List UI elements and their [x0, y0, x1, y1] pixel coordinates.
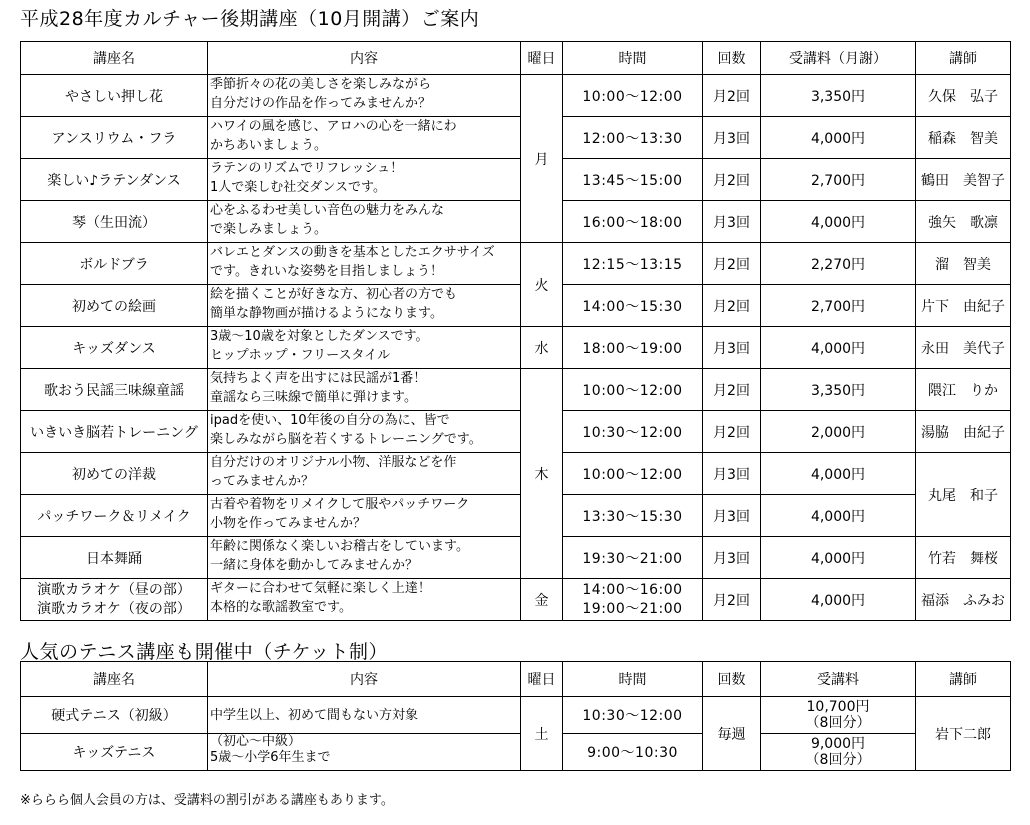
- course-time: 10:30～12:00: [563, 411, 703, 453]
- course-description: 3歳～10歳を対象としたダンスです。 ヒップホップ・フリースタイル: [208, 327, 521, 369]
- course-teacher: 丸尾 和子: [916, 453, 1011, 537]
- course-name: 楽しい♪ラテンダンス: [21, 159, 208, 201]
- course-name: 初めての絵画: [21, 285, 208, 327]
- course-name: パッチワーク＆リメイク: [21, 495, 208, 537]
- course-description: ギターに合わせて気軽に楽しく上達！ 本格的な歌謡教室です。: [208, 579, 521, 621]
- table-row: [21, 579, 1011, 621]
- course-fee: 4,000円: [761, 327, 916, 369]
- course-count: 月2回: [703, 243, 761, 285]
- course-count: 月2回: [703, 579, 761, 621]
- day-cell: 月: [521, 75, 563, 243]
- header-fee: 受講料: [761, 662, 916, 697]
- course-description: ハワイの風を感じ、アロハの心を一緒にわ かちあいましょう。: [208, 117, 521, 159]
- course-teacher: 永田 美代子: [916, 327, 1011, 369]
- course-time: 12:00～13:30: [563, 117, 703, 159]
- course-time: 18:00～19:00: [563, 327, 703, 369]
- course-count: 毎週: [703, 697, 761, 771]
- course-fee: 4,000円: [761, 579, 916, 621]
- header-count: 回数: [703, 42, 761, 75]
- header-course-name: 講座名: [21, 662, 208, 697]
- course-fee: 2,700円: [761, 159, 916, 201]
- course-fee: 4,000円: [761, 201, 916, 243]
- course-fee: 10,700円 （8回分）: [761, 697, 916, 734]
- course-name: アンスリウム・フラ: [21, 117, 208, 159]
- header-teacher: 講師: [916, 42, 1011, 75]
- course-time: 14:00～15:30: [563, 285, 703, 327]
- course-description: 心をふるわせ美しい音色の魅力をみんな で楽しみましょう。: [208, 201, 521, 243]
- day-cell: 水: [521, 327, 563, 369]
- course-description: 古着や着物をリメイクして服やパッチワーク 小物を作ってみませんか？: [208, 495, 521, 537]
- course-teacher: 久保 弘子: [916, 75, 1011, 117]
- course-fee: 2,000円: [761, 411, 916, 453]
- course-fee: 4,000円: [761, 453, 916, 495]
- table-row: [21, 285, 1011, 327]
- course-teacher: 稲森 智美: [916, 117, 1011, 159]
- course-teacher: 竹若 舞桜: [916, 537, 1011, 579]
- course-name: 硬式テニス（初級）: [21, 697, 208, 734]
- course-description: ラテンのリズムでリフレッシュ！ 1人で楽しむ社交ダンスです。: [208, 159, 521, 201]
- course-count: 月3回: [703, 537, 761, 579]
- table-header-row: [21, 42, 1011, 75]
- course-teacher: 溜 智美: [916, 243, 1011, 285]
- course-name: キッズダンス: [21, 327, 208, 369]
- course-teacher: 鶴田 美智子: [916, 159, 1011, 201]
- course-fee: 4,000円: [761, 495, 916, 537]
- course-time: 10:00～12:00: [563, 453, 703, 495]
- course-name: ボルドブラ: [21, 243, 208, 285]
- course-time: 12:15～13:15: [563, 243, 703, 285]
- course-description: 絵を描くことが好きな方、初心者の方でも 簡単な静物画が描けるようになります。: [208, 285, 521, 327]
- course-name: 日本舞踊: [21, 537, 208, 579]
- table-row: [21, 75, 1011, 117]
- course-teacher: 岩下二郎: [916, 697, 1011, 771]
- course-time: 10:00～12:00: [563, 369, 703, 411]
- discount-note: ※ららら個人会員の方は、受講料の割引がある講座もあります。: [20, 793, 394, 808]
- course-count: 月3回: [703, 201, 761, 243]
- course-description: ipadを使い、10年後の自分の為に、皆で 楽しみながら脳を若くするトレーニングです。: [208, 411, 521, 453]
- table-header-row: [21, 662, 1011, 697]
- page-title: 平成28年度カルチャー後期講座（10月開講）ご案内: [20, 8, 480, 30]
- table-row: [21, 327, 1011, 369]
- table-row: [21, 243, 1011, 285]
- course-count: 月2回: [703, 75, 761, 117]
- course-fee: 2,270円: [761, 243, 916, 285]
- course-name: いきいき脳若トレーニング: [21, 411, 208, 453]
- course-teacher: 隈江 りか: [916, 369, 1011, 411]
- course-description: 年齢に関係なく楽しいお稽古をしています。 一緒に身体を動かしてみませんか？: [208, 537, 521, 579]
- course-teacher: 片下 由紀子: [916, 285, 1011, 327]
- day-cell: 土: [521, 697, 563, 771]
- course-count: 月3回: [703, 327, 761, 369]
- course-name: キッズテニス: [21, 734, 208, 771]
- header-content: 内容: [208, 42, 521, 75]
- header-content: 内容: [208, 662, 521, 697]
- table-row: [21, 159, 1011, 201]
- course-time: 14:00～16:00 19:00～21:00: [563, 579, 703, 621]
- table-row: [21, 537, 1011, 579]
- course-time: 10:00～12:00: [563, 75, 703, 117]
- table-row: [21, 453, 1011, 495]
- header-time: 時間: [563, 662, 703, 697]
- course-description: 季節折々の花の美しさを楽しみながら 自分だけの作品を作ってみませんか？: [208, 75, 521, 117]
- header-teacher: 講師: [916, 662, 1011, 697]
- table-row: [21, 201, 1011, 243]
- header-course-name: 講座名: [21, 42, 208, 75]
- header-day: 曜日: [521, 662, 563, 697]
- table-row: [21, 117, 1011, 159]
- course-fee: 2,700円: [761, 285, 916, 327]
- tennis-section-title: 人気のテニス講座も開催中（チケット制）: [20, 641, 389, 663]
- table-row: [21, 697, 1011, 734]
- course-count: 月2回: [703, 159, 761, 201]
- course-teacher: 強矢 歌凛: [916, 201, 1011, 243]
- course-time: 16:00～18:00: [563, 201, 703, 243]
- course-count: 月2回: [703, 285, 761, 327]
- course-name: 初めての洋裁: [21, 453, 208, 495]
- course-fee: 9,000円 （8回分）: [761, 734, 916, 771]
- course-time: 10:30～12:00: [563, 697, 703, 734]
- course-description: （初心～中級） 5歳～小学6年生まで: [208, 734, 521, 771]
- course-count: 月2回: [703, 411, 761, 453]
- course-time: 13:45～15:00: [563, 159, 703, 201]
- header-count: 回数: [703, 662, 761, 697]
- course-teacher: 湯脇 由紀子: [916, 411, 1011, 453]
- table-row: [21, 411, 1011, 453]
- header-day: 曜日: [521, 42, 563, 75]
- course-teacher: 福添 ふみお: [916, 579, 1011, 621]
- day-cell: 金: [521, 579, 563, 621]
- course-description: 自分だけのオリジナル小物、洋服などを作 ってみませんか？: [208, 453, 521, 495]
- course-fee: 3,350円: [761, 369, 916, 411]
- course-time: 19:30～21:00: [563, 537, 703, 579]
- course-count: 月2回: [703, 369, 761, 411]
- course-count: 月3回: [703, 495, 761, 537]
- course-name: 歌おう民謡三味線童謡: [21, 369, 208, 411]
- course-time: 13:30～15:30: [563, 495, 703, 537]
- table-row: [21, 734, 1011, 771]
- table-row: [21, 495, 1011, 537]
- day-cell: 木: [521, 369, 563, 579]
- course-name: やさしい押し花: [21, 75, 208, 117]
- header-time: 時間: [563, 42, 703, 75]
- course-fee: 4,000円: [761, 117, 916, 159]
- day-cell: 火: [521, 243, 563, 327]
- course-name: 演歌カラオケ（昼の部） 演歌カラオケ（夜の部）: [21, 579, 208, 621]
- course-table: [20, 41, 1011, 621]
- course-count: 月3回: [703, 117, 761, 159]
- course-name: 琴（生田流）: [21, 201, 208, 243]
- tennis-table: [20, 661, 1011, 771]
- course-description: バレエとダンスの動きを基本としたエクササイズ です。きれいな姿勢を目指しましょう！: [208, 243, 521, 285]
- table-row: [21, 369, 1011, 411]
- course-fee: 3,350円: [761, 75, 916, 117]
- course-description: 気持ちよく声を出すには民謡が1番！ 童謡なら三味線で簡単に弾けます。: [208, 369, 521, 411]
- course-description: 中学生以上、初めて間もない方対象: [208, 697, 521, 734]
- course-time: 9:00～10:30: [563, 734, 703, 771]
- header-fee: 受講料（月謝）: [761, 42, 916, 75]
- course-count: 月3回: [703, 453, 761, 495]
- course-fee: 4,000円: [761, 537, 916, 579]
